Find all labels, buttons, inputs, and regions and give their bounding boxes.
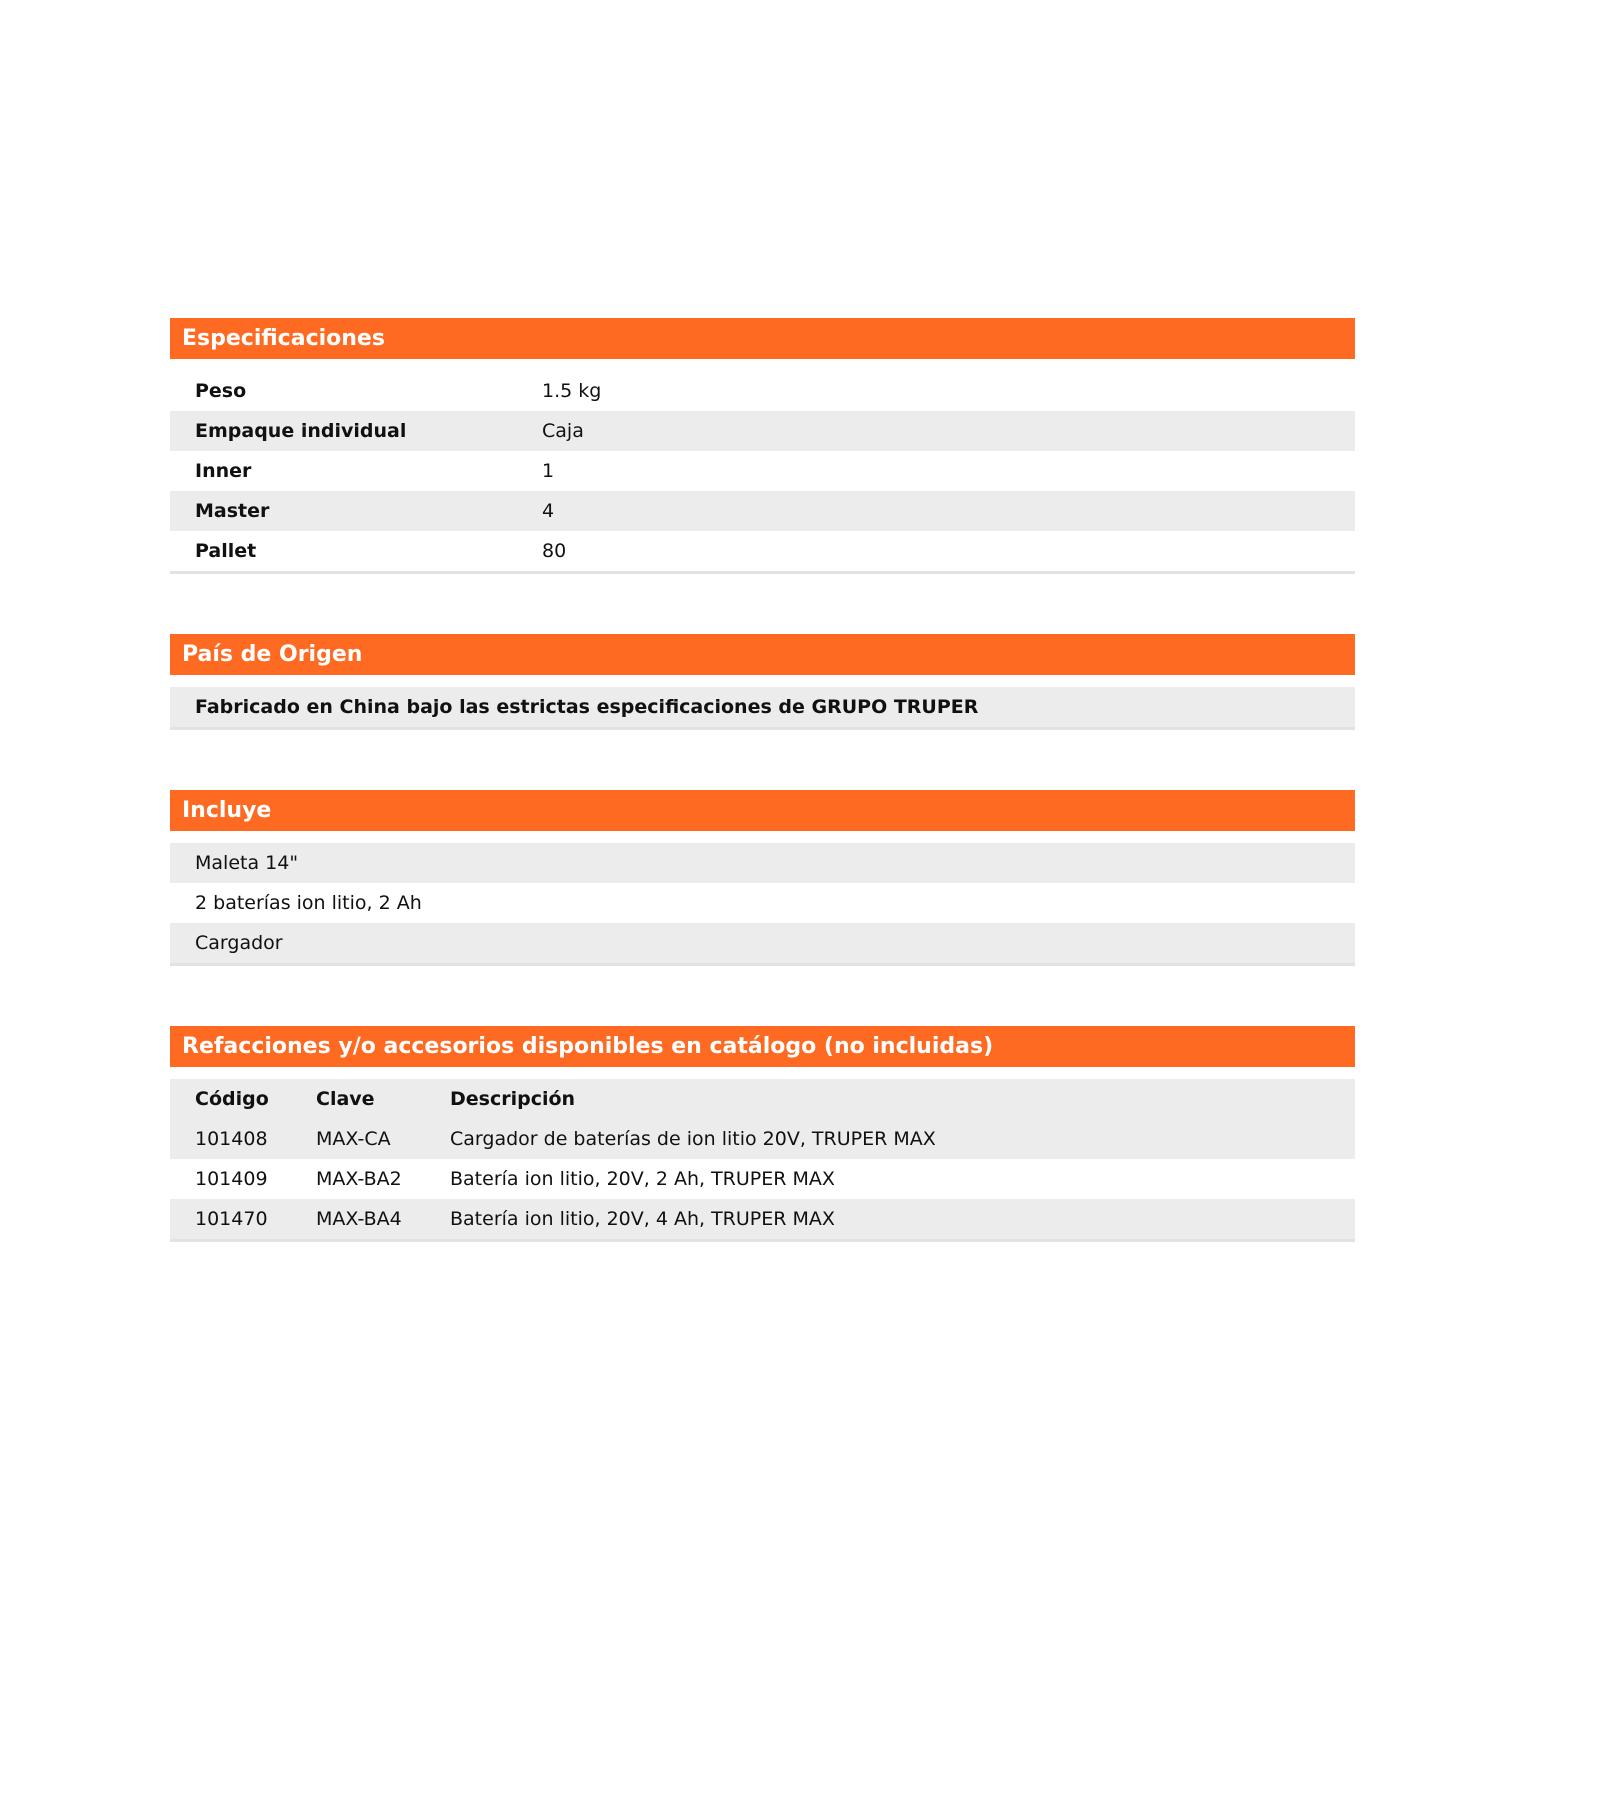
spec-row <box>170 451 1355 491</box>
table-row <box>170 1159 1355 1199</box>
spec-value: Caja <box>542 420 584 442</box>
spec-label: Empaque individual <box>195 420 407 442</box>
origin-title: País de Origen <box>170 634 1355 675</box>
accessories-title: Refacciones y/o accesorios disponibles en catálogo (no incluidas) <box>170 1026 1355 1067</box>
spec-row <box>170 411 1355 451</box>
spec-label: Pallet <box>195 540 257 562</box>
header-key: Clave <box>316 1088 375 1110</box>
header-description: Descripción <box>450 1088 576 1110</box>
origin-row <box>170 687 1355 727</box>
cell-description: Batería ion litio, 20V, 2 Ah, TRUPER MAX <box>450 1168 835 1190</box>
cell-description: Cargador de baterías de ion litio 20V, TRUPER MAX <box>450 1128 936 1150</box>
accessories-table <box>170 1079 1355 1242</box>
specs-table <box>170 371 1355 574</box>
origin-text: Fabricado en China bajo las estrictas especificaciones de GRUPO TRUPER <box>195 696 979 718</box>
table-row <box>170 1199 1355 1239</box>
spec-value: 80 <box>542 540 567 562</box>
spec-label: Peso <box>195 380 247 402</box>
list-item <box>170 923 1355 963</box>
table-header-row <box>170 1079 1355 1119</box>
origin-section <box>170 634 1355 730</box>
include-item-text: Cargador <box>195 932 283 954</box>
spec-row <box>170 531 1355 571</box>
header-code: Código <box>195 1088 269 1110</box>
cell-code: 101470 <box>195 1208 268 1230</box>
includes-section <box>170 790 1355 966</box>
spec-value: 1.5 kg <box>542 380 602 402</box>
spec-value: 4 <box>542 500 555 522</box>
include-item-text: 2 baterías ion litio, 2 Ah <box>195 892 422 914</box>
cell-key: MAX-CA <box>316 1128 391 1150</box>
spec-row <box>170 371 1355 411</box>
cell-description: Batería ion litio, 20V, 4 Ah, TRUPER MAX <box>450 1208 835 1230</box>
list-item <box>170 843 1355 883</box>
include-item-text: Maleta 14" <box>195 852 299 874</box>
cell-key: MAX-BA4 <box>316 1208 402 1230</box>
spec-value: 1 <box>542 460 555 482</box>
list-item <box>170 883 1355 923</box>
cell-key: MAX-BA2 <box>316 1168 402 1190</box>
specs-title: Especificaciones <box>170 318 1355 359</box>
spec-label: Master <box>195 500 270 522</box>
specs-section <box>170 318 1355 574</box>
spec-label: Inner <box>195 460 252 482</box>
includes-title: Incluye <box>170 790 1355 831</box>
cell-code: 101408 <box>195 1128 268 1150</box>
table-row <box>170 1119 1355 1159</box>
accessories-section <box>170 1026 1355 1242</box>
cell-code: 101409 <box>195 1168 268 1190</box>
includes-list <box>170 843 1355 966</box>
spec-row <box>170 491 1355 531</box>
origin-table <box>170 687 1355 730</box>
